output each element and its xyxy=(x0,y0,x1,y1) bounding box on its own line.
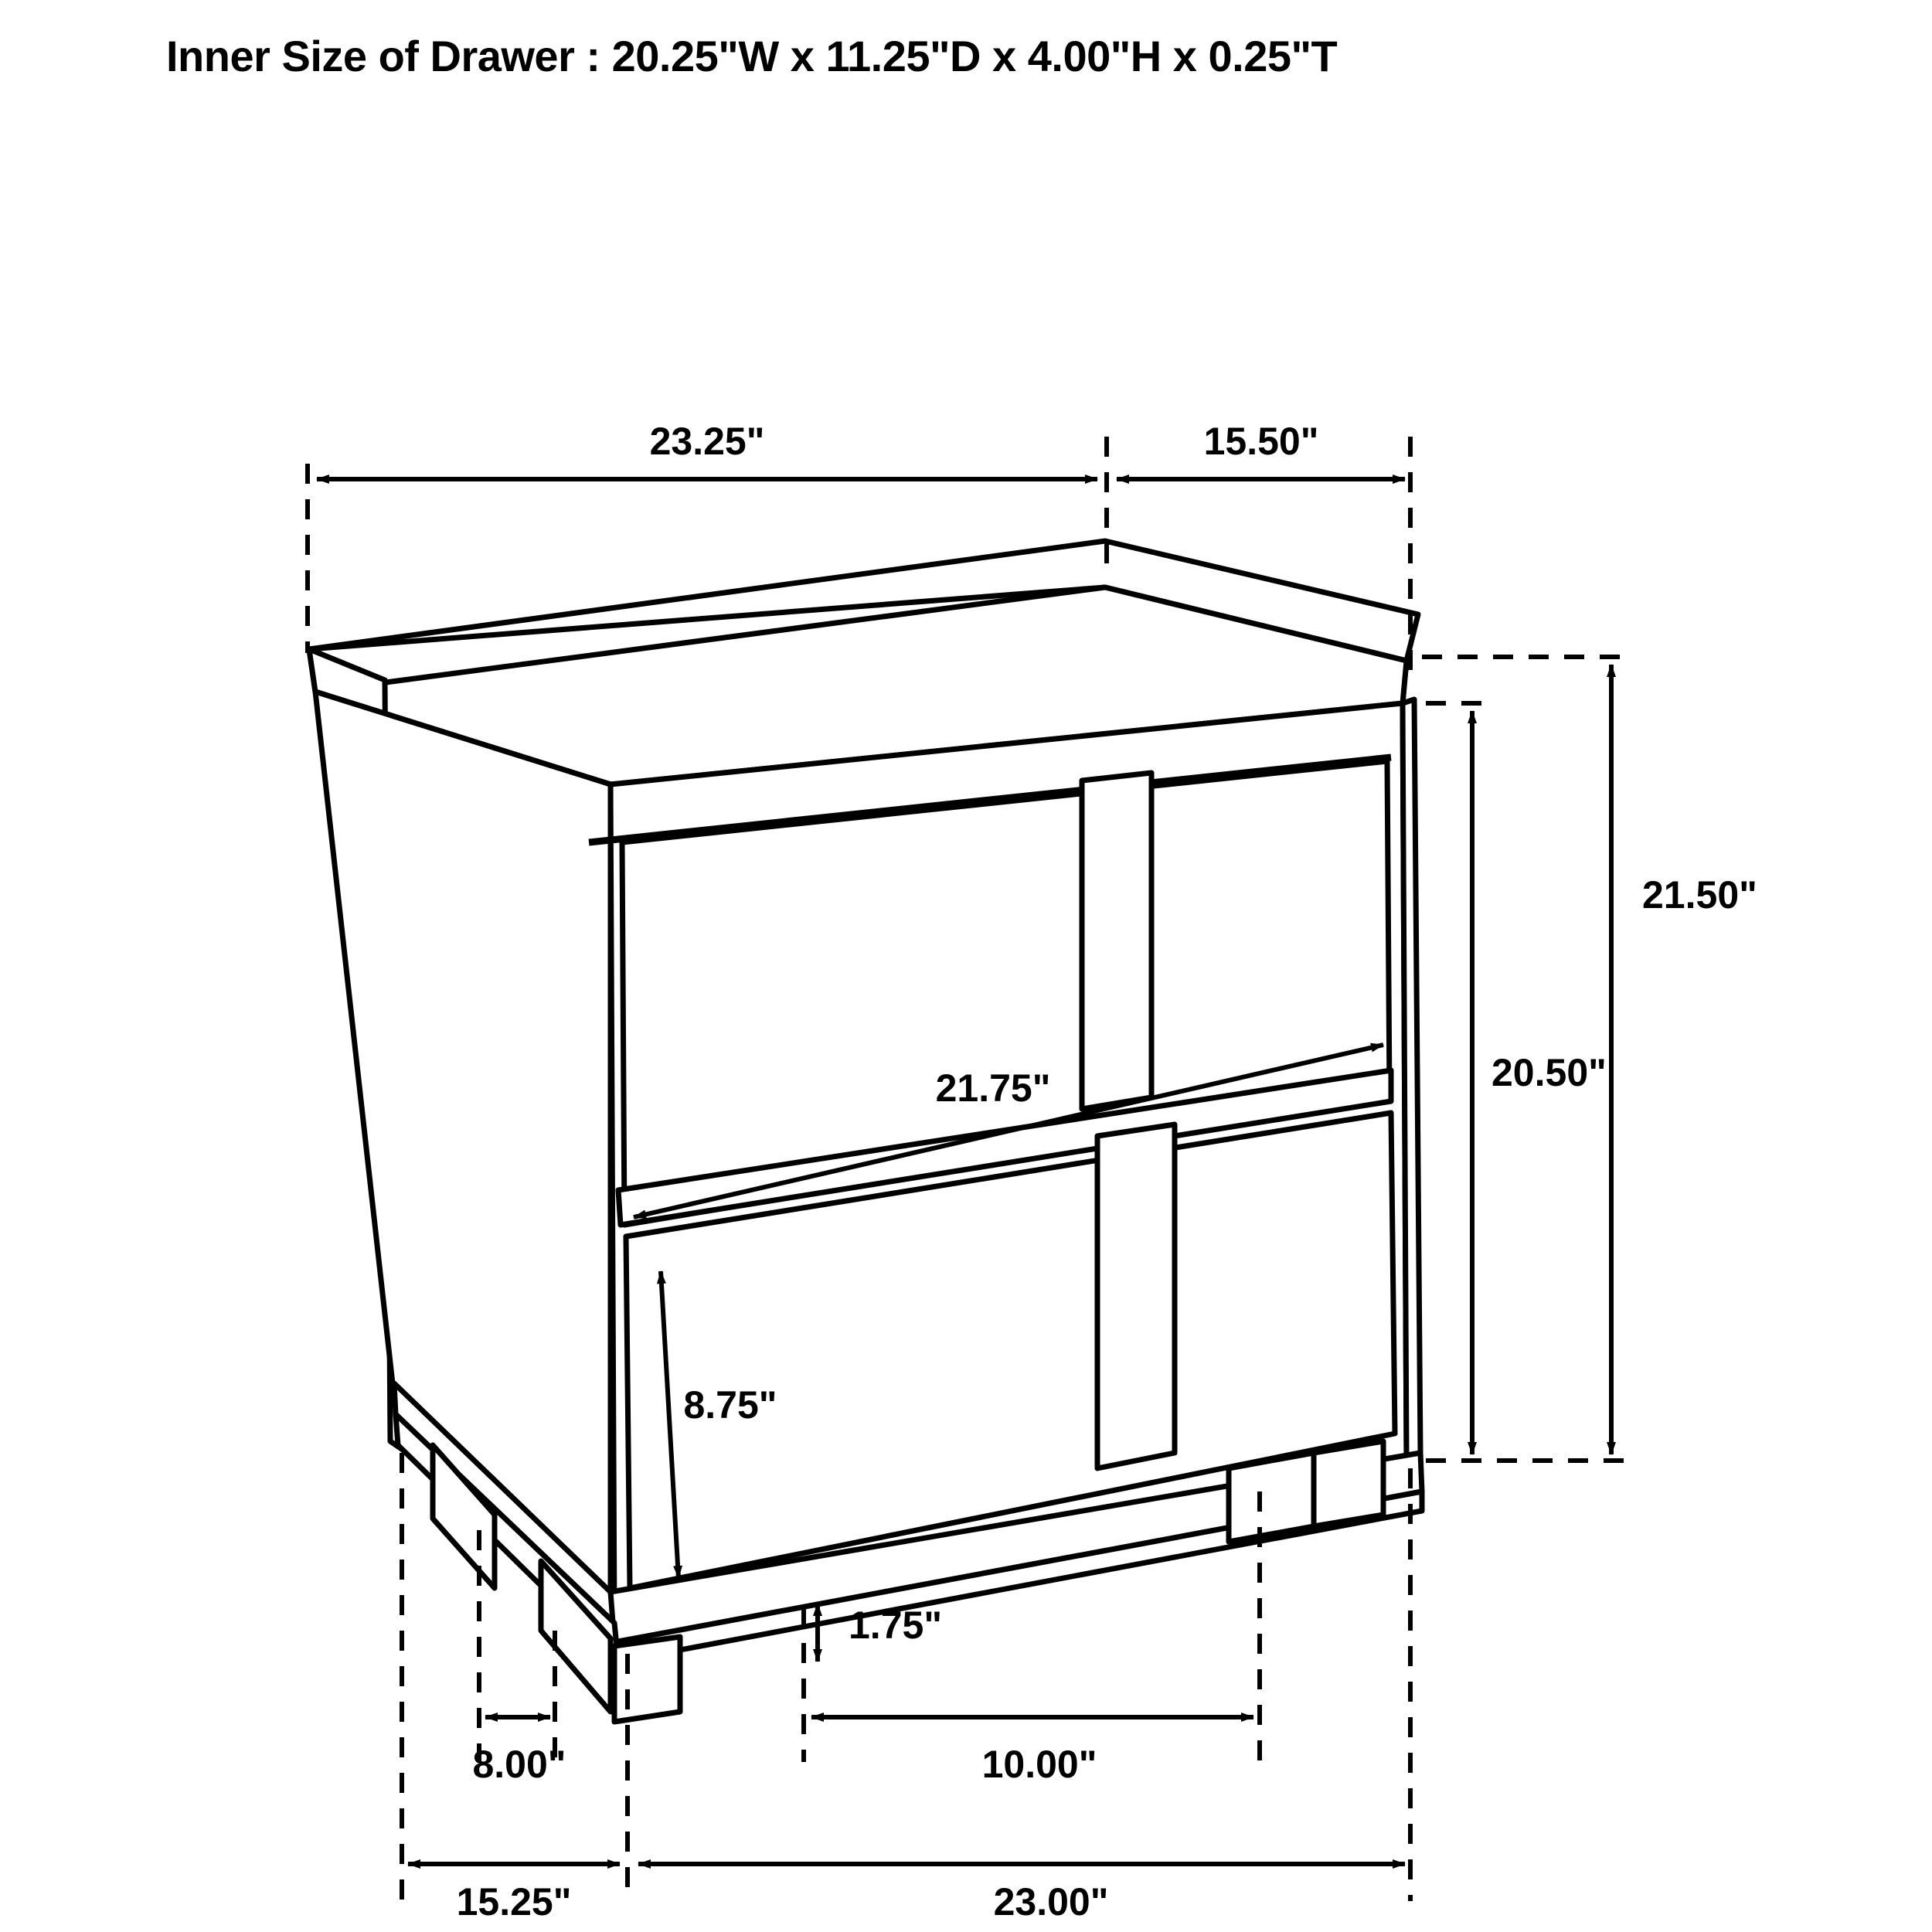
dim-label-overall-width: 23.00" xyxy=(993,1880,1109,1923)
page-title: Inner Size of Drawer : 20.25"W x 11.25"D x 4.00"H x 0.25"T xyxy=(166,32,1338,80)
dim-label-case-height: 20.50" xyxy=(1492,1051,1607,1094)
dim-label-foot-width: 8.00" xyxy=(472,1743,566,1786)
dim-label-top-depth: 15.50" xyxy=(1203,420,1319,463)
dim-label-overall-height: 21.50" xyxy=(1642,873,1757,917)
dim-label-foot-spacing: 10.00" xyxy=(981,1743,1097,1786)
foot-right-rear xyxy=(1314,1441,1383,1526)
foot-right-front xyxy=(1229,1453,1314,1542)
lower-drawer-handle xyxy=(1097,1124,1175,1468)
dim-label-kick-height: 1.75" xyxy=(849,1604,943,1647)
dim-label-side-depth: 15.25" xyxy=(456,1880,572,1923)
dim-label-drawer-width: 21.75" xyxy=(935,1066,1051,1110)
right-side-edge xyxy=(1403,699,1420,1461)
dim-label-top-width: 23.25" xyxy=(649,420,765,463)
cabinet-drawing xyxy=(309,541,1422,1722)
dim-label-drawer-height: 8.75" xyxy=(683,1383,777,1427)
foot-front-left xyxy=(614,1637,680,1722)
upper-drawer-handle xyxy=(1082,773,1151,1109)
